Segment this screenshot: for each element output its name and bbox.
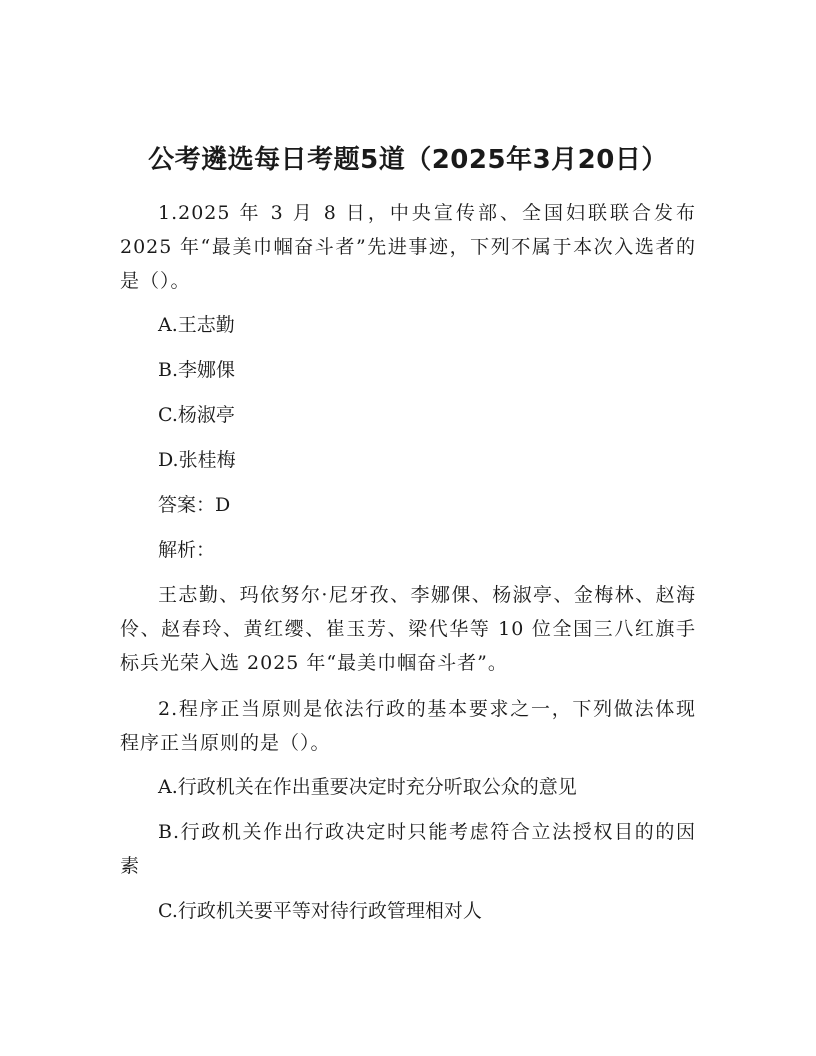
document-body [120, 196, 696, 939]
question-1-explanation: 王志勤、玛依努尔·尼牙孜、李娜倮、杨淑亭、金梅林、赵海伶、赵春玲、黄红缨、崔玉芳、梁代华等 10 位全国三八红旗手标兵光荣入选 2025 年“最美巾帼奋斗者”。 [120, 584, 696, 674]
document-title: 公考遴选每日考题5道（2025年3月20日） [148, 145, 668, 175]
question-2-option-b: B.行政机关作出行政决定时只能考虑符合立法授权目的的因素 [120, 821, 696, 877]
question-1-option-c: C.杨淑亭 [158, 404, 235, 426]
question-2-option-c: C.行政机关要平等对待行政管理相对人 [158, 900, 482, 922]
question-1-option-b: B.李娜倮 [158, 359, 236, 381]
question-1-answer: 答案：D [158, 494, 231, 516]
question-1-explanation-label: 解析： [158, 539, 216, 561]
question-1-stem: 1.2025 年 3 月 8 日，中央宣传部、全国妇联联合发布 2025 年“最美巾帼奋斗者”先进事迹，下列不属于本次入选者的是（）。 [120, 202, 696, 292]
question-2-option-a: A.行政机关在作出重要决定时充分听取公众的意见 [158, 776, 577, 798]
question-1-option-d: D.张桂梅 [158, 449, 236, 471]
question-1-option-a: A.王志勤 [158, 314, 235, 336]
question-2-stem: 2.程序正当原则是依法行政的基本要求之一，下列做法体现程序正当原则的是（）。 [120, 698, 696, 754]
